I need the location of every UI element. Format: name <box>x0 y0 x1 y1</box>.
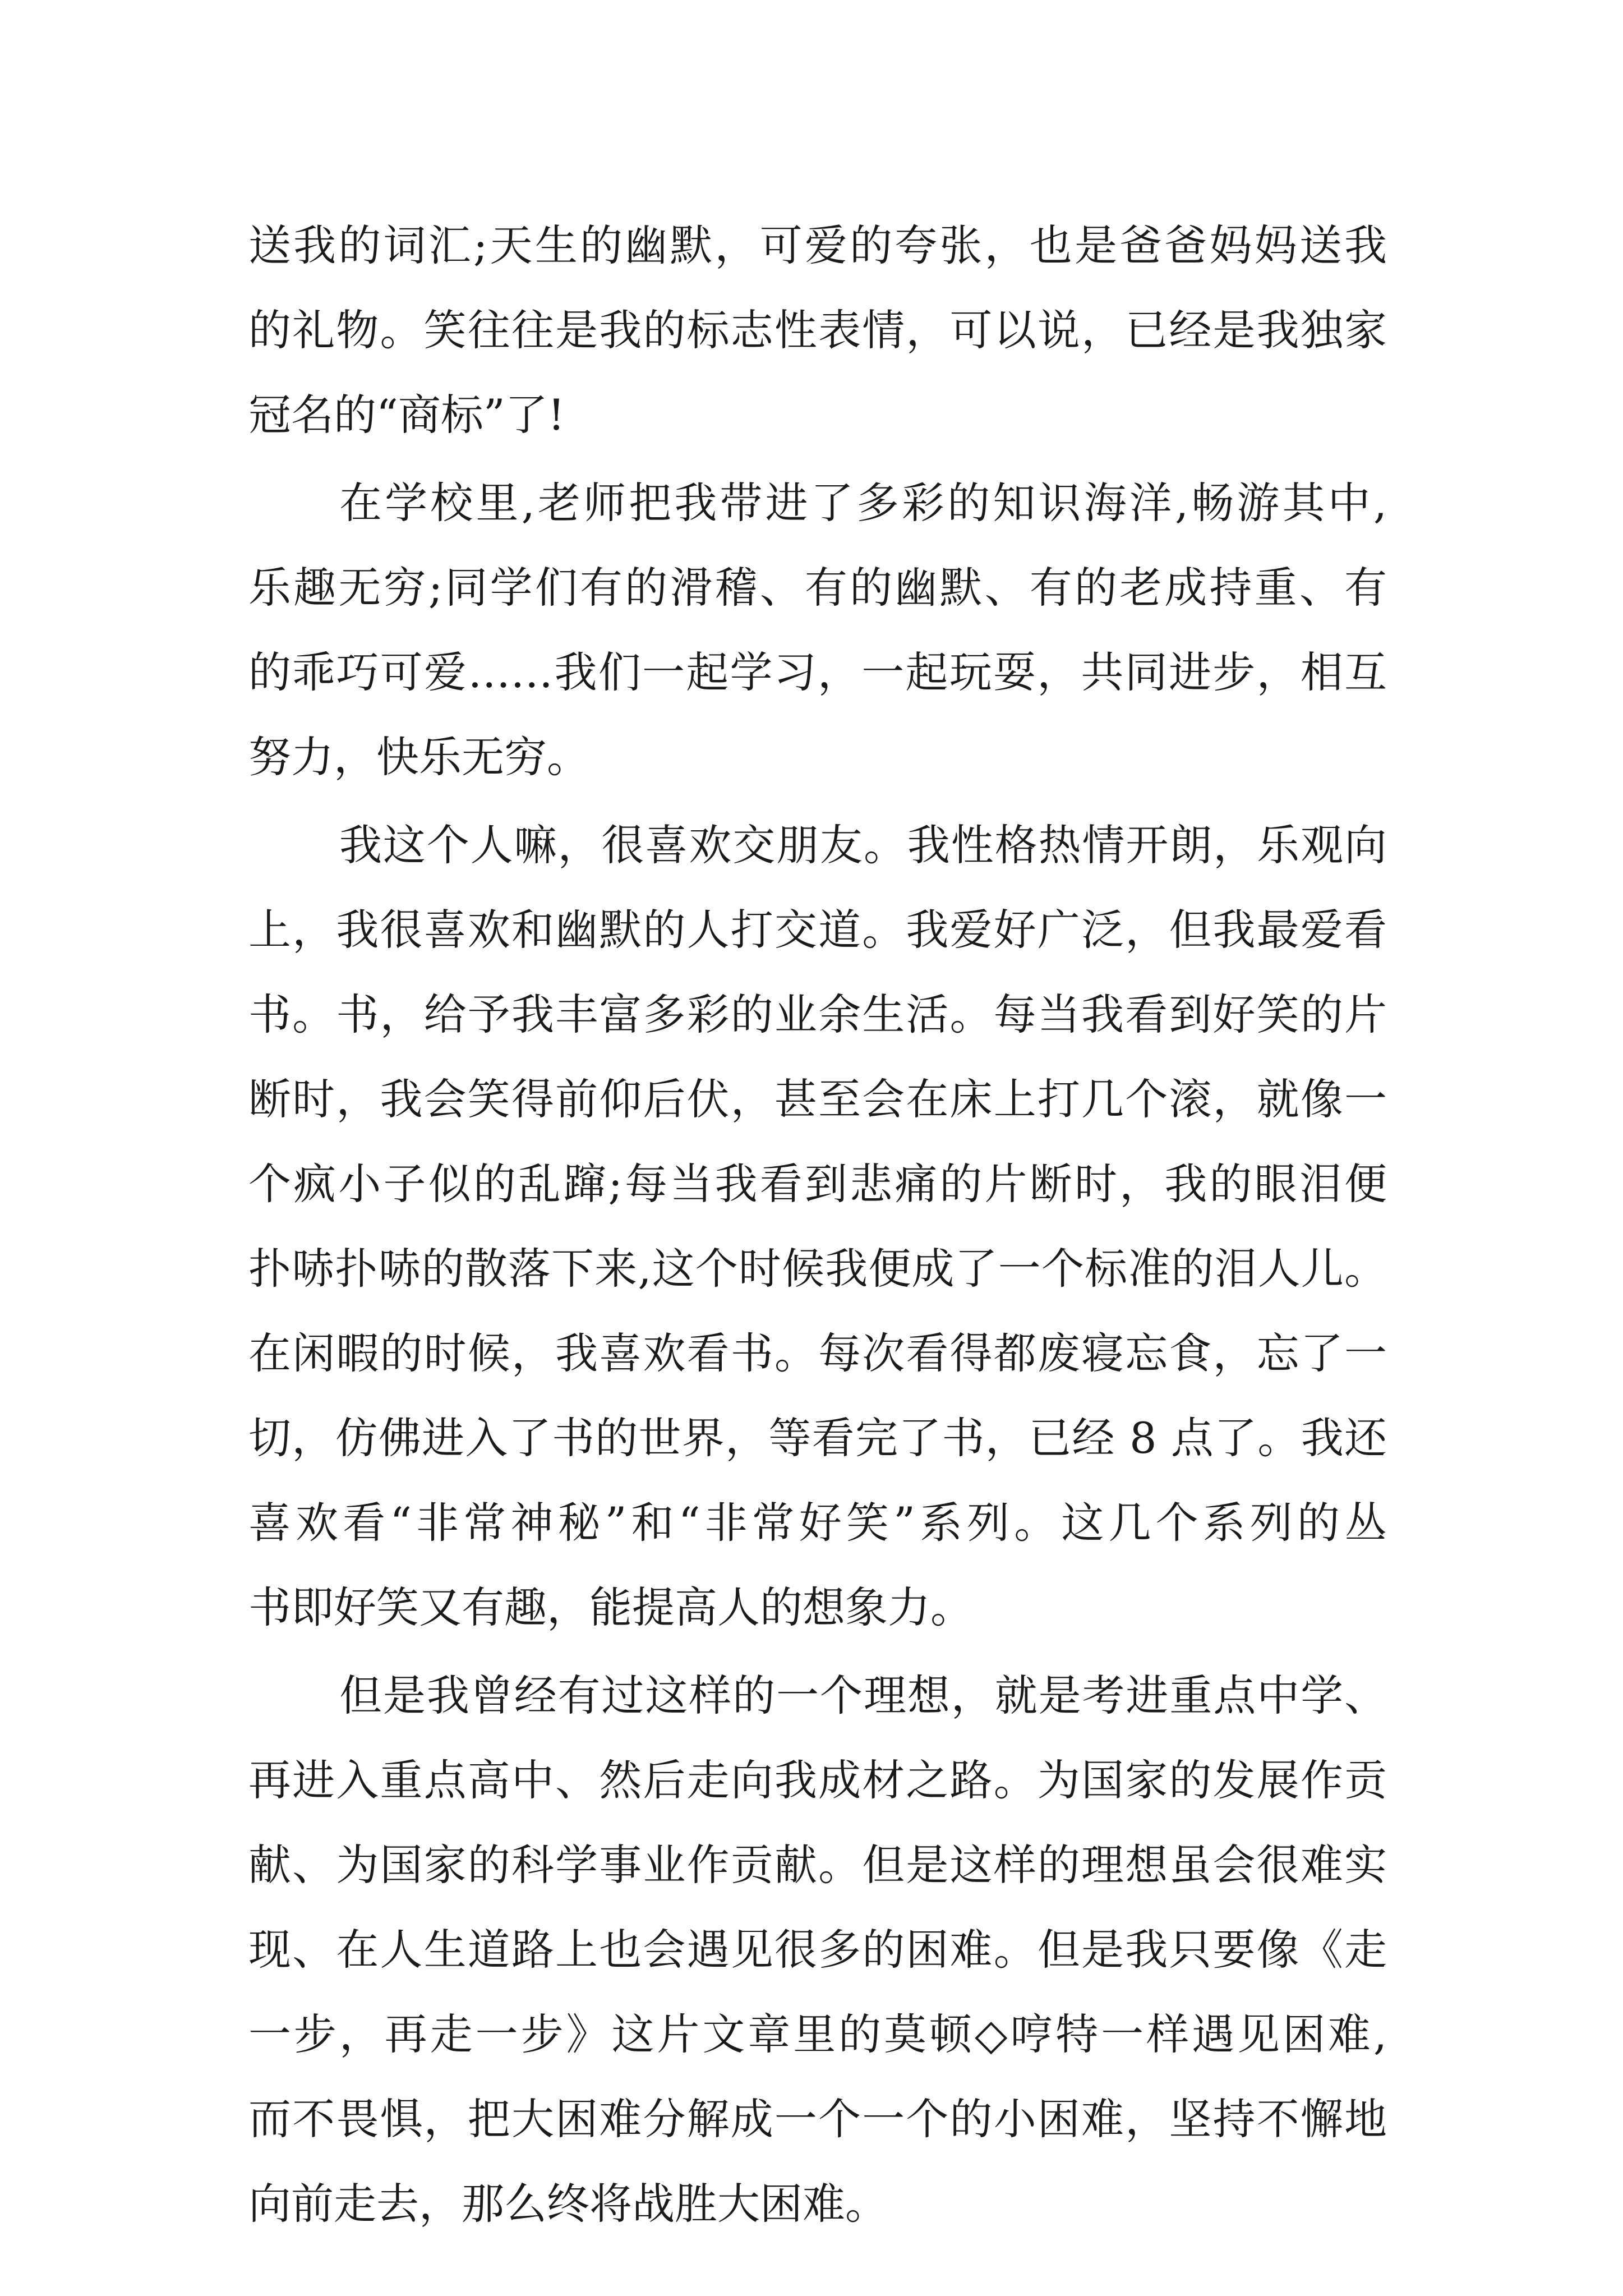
text-line: 献、为国家的科学事业作贡献。但是这样的理想虽会很难实 <box>248 1840 1387 1890</box>
text-line: 向前走去，那么终将战胜大困难。 <box>248 2179 888 2229</box>
text-line: 努力，快乐无穷。 <box>248 732 589 782</box>
text-line: 个疯小子似的乱蹿;每当我看到悲痛的片断时，我的眼泪便 <box>248 1159 1387 1209</box>
text-line: 在闲暇的时候，我喜欢看书。每次看得都废寝忘食，忘了一 <box>248 1328 1387 1378</box>
paragraph <box>248 203 1387 457</box>
text-line: 现、在人生道路上也会遇见很多的困难。但是我只要像《走 <box>248 1925 1387 1975</box>
text-line: 扑哧扑哧的散落下来,这个时候我便成了一个标准的泪人儿。 <box>248 1244 1387 1294</box>
text-line: 但是我曾经有过这样的一个理想，就是考进重点中学、 <box>339 1671 1387 1720</box>
text-line: 乐趣无穷;同学们有的滑稽、有的幽默、有的老成持重、有 <box>248 563 1387 613</box>
text-line: 在学校里,老师把我带进了多彩的知识海洋,畅游其中, <box>339 478 1387 528</box>
paragraph <box>248 461 1387 799</box>
text-line: 书。书，给予我丰富多彩的业余生活。每当我看到好笑的片 <box>248 990 1387 1039</box>
text-line: 的乖巧可爱……我们一起学习，一起玩耍，共同进步，相互 <box>248 647 1387 697</box>
paragraph <box>248 803 1387 1650</box>
text-line: 上，我很喜欢和幽默的人打交道。我爱好广泛，但我最爱看 <box>248 905 1387 955</box>
text-line: 书即好笑又有趣，能提高人的想象力。 <box>248 1582 973 1632</box>
text-line: 再进入重点高中、然后走向我成材之路。为国家的发展作贡 <box>248 1755 1387 1805</box>
text-line: 而不畏惧，把大困难分解成一个一个的小困难，坚持不懈地 <box>248 2094 1387 2144</box>
text-line: 断时，我会笑得前仰后伏，甚至会在床上打几个滚，就像一 <box>248 1074 1387 1124</box>
text-line: 我这个人嘛，很喜欢交朋友。我性格热情开朗，乐观向 <box>339 820 1387 870</box>
document-body <box>248 203 1387 2246</box>
text-line: 送我的词汇;天生的幽默，可爱的夸张，也是爸爸妈妈送我 <box>248 220 1387 270</box>
text-line: 喜欢看“非常神秘”和“非常好笑”系列。这几个系列的丛 <box>248 1498 1387 1548</box>
text-line: 冠名的“商标”了! <box>248 390 565 440</box>
text-line: 的礼物。笑往往是我的标志性表情，可以说，已经是我独家 <box>248 305 1387 355</box>
text-line: 一步，再走一步》这片文章里的莫顿◇哼特一样遇见困难, <box>248 2009 1387 2059</box>
paragraph <box>248 1653 1387 2246</box>
text-line: 切，仿佛进入了书的世界，等看完了书，已经 8 点了。我还 <box>248 1413 1387 1463</box>
